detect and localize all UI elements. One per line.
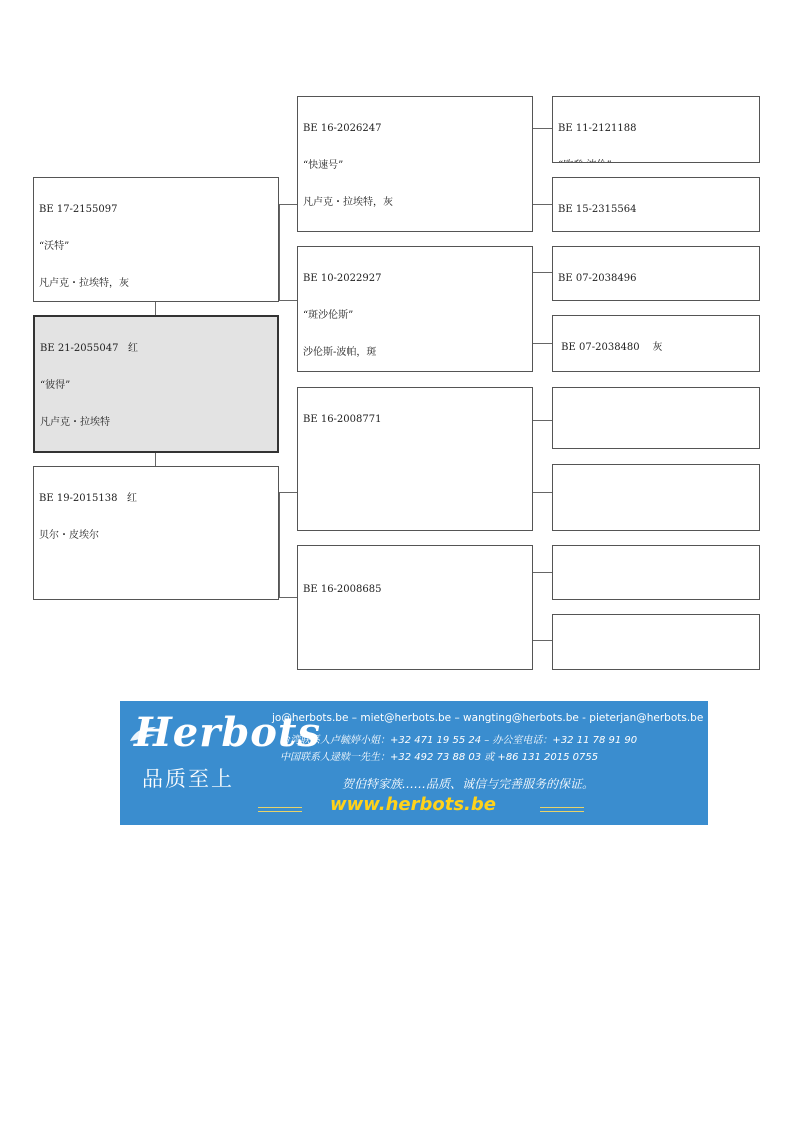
dam-dam-box [297, 545, 533, 670]
china-contact: 中国联系人逯赎一先生：+32 492 73 88 03 或 +86 131 2015 0755 [280, 752, 599, 763]
dam-box [33, 466, 279, 600]
sds-line: BE 07-2038496 [558, 272, 637, 284]
connector [533, 204, 552, 205]
sds-box [552, 246, 760, 301]
subject-line: “彼得” [40, 380, 71, 392]
sss-line: BE 11-2121188 [558, 122, 637, 134]
connector [279, 492, 280, 597]
sire-line: BE 17-2155097 [39, 203, 118, 215]
connector [533, 572, 552, 573]
sire-dam-line: “斑沙伦斯” [303, 310, 354, 322]
sire-sire-line: “快速号” [303, 160, 344, 172]
connector [155, 301, 156, 315]
subject-box [33, 315, 279, 453]
dam-sire-box [297, 387, 533, 531]
connector [279, 597, 297, 598]
email-list[interactable]: jo@herbots.be – miet@herbots.be – wangting@herbots.be - pieterjan@herbots.be [272, 712, 704, 724]
connector [533, 640, 552, 641]
dsd-box [552, 464, 760, 531]
divider [540, 807, 584, 812]
ddd-box [552, 614, 760, 670]
connector [533, 272, 552, 273]
sire-dam-line: BE 10-2022927 [303, 272, 382, 284]
connector [533, 420, 552, 421]
subject-line: 凡卢克・拉埃特 [40, 417, 110, 429]
sss-line [558, 160, 754, 163]
motto: 贺伯特家族……品质、诚信与完善服务的保证。 [342, 777, 595, 791]
sire-sire-line: BE 16-2026247 [303, 122, 382, 134]
sire-box [33, 177, 279, 302]
sdd-line: BE 07-2038480 灰 [558, 341, 663, 353]
herbots-logo: Herbots [134, 709, 321, 756]
connector [533, 343, 552, 344]
dam-line: BE 19-2015138 红 [39, 492, 138, 504]
sss-box [552, 96, 760, 163]
sire-dam-line: 沙伦斯-波帕，斑 [303, 347, 377, 359]
connector [279, 204, 280, 300]
taiwan-contact: 台湾联系人卢毓婷小姐：+32 471 19 55 24 – 办公室电话：+32 11 78 91 90 [280, 735, 638, 746]
sire-line: “沃特” [39, 241, 70, 253]
sdd-box [552, 315, 760, 372]
ssd-box [552, 177, 760, 232]
sire-dam-box [297, 246, 533, 372]
dam-line: 贝尔・皮埃尔 [39, 530, 99, 542]
connector [155, 453, 156, 466]
sire-line: 凡卢克・拉埃特，灰 [39, 278, 129, 290]
connector [279, 300, 297, 301]
dss-box [552, 387, 760, 449]
connector [279, 492, 297, 493]
subject-line: BE 21-2055047 红 [40, 342, 139, 354]
dam-sire-line: BE 16-2008771 [303, 413, 382, 425]
herbots-banner [120, 701, 708, 825]
website-link[interactable]: www.herbots.be [330, 794, 496, 815]
dam-dam-line: BE 16-2008685 [303, 583, 382, 595]
divider [258, 807, 302, 812]
slogan: 品质至上 [142, 767, 234, 791]
dds-box [552, 545, 760, 600]
sire-sire-line: 凡卢克・拉埃特，灰 [303, 197, 393, 209]
sire-sire-box [297, 96, 533, 232]
connector [533, 492, 552, 493]
connector [533, 128, 552, 129]
connector [279, 204, 297, 205]
ssd-line: BE 15-2315564 [558, 203, 637, 215]
